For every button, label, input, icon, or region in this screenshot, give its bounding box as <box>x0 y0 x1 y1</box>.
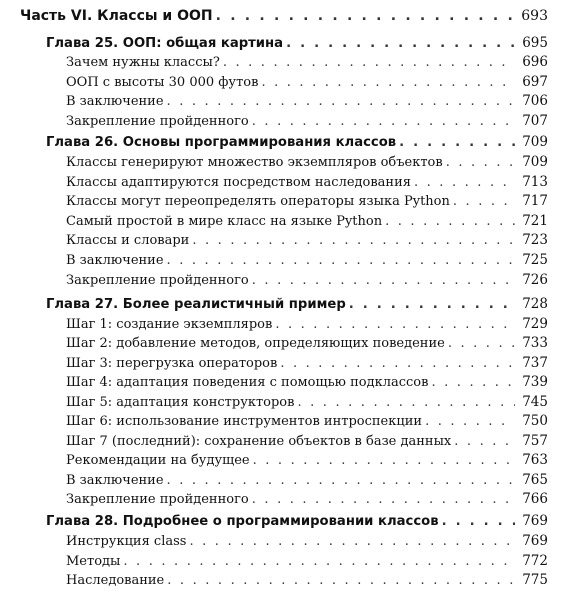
toc-entry-page-number: 696 <box>522 54 548 70</box>
toc-entry-page-number: 729 <box>522 316 548 332</box>
toc-entry-title: Глава 27. Более реалистичный пример <box>46 297 346 312</box>
toc-entry-title: ООП с высоты 30 000 футов <box>66 75 259 90</box>
toc-entry-chapter[interactable] <box>0 513 580 535</box>
toc-entry-chapter[interactable] <box>0 134 580 156</box>
dot-leader <box>297 395 515 410</box>
dot-leader <box>442 514 515 529</box>
toc-entry-title: Часть VI. Классы и ООП <box>20 8 213 24</box>
toc-entry-page-number: 725 <box>522 252 548 268</box>
toc-entry-title: Наследование <box>66 573 165 588</box>
toc-entry-page-number: 728 <box>522 296 548 312</box>
toc-entry-title: Классы генерируют множество экземпляров объектов <box>66 155 443 170</box>
toc-entry-title: Глава 25. ООП: общая картина <box>46 36 284 51</box>
dot-leader <box>261 75 515 90</box>
dot-leader <box>414 175 515 190</box>
toc-entry-section[interactable] <box>0 452 580 474</box>
toc-entry-page-number: 763 <box>522 452 548 468</box>
toc-entry-page-number: 723 <box>522 232 548 248</box>
toc-entry-section[interactable] <box>0 54 580 76</box>
dot-leader <box>275 317 515 332</box>
dot-leader <box>280 356 515 371</box>
toc-entry-chapter[interactable] <box>0 296 580 318</box>
toc-entry-section[interactable] <box>0 154 580 176</box>
dot-leader <box>385 214 515 229</box>
toc-entry-page-number: 739 <box>522 374 548 390</box>
toc-entry-page-number: 737 <box>522 355 548 371</box>
toc-entry-title: Шаг 3: перегрузка операторов <box>66 356 278 371</box>
toc-entry-page-number: 750 <box>522 413 548 429</box>
toc-entry-title: Классы и словари <box>66 233 190 248</box>
dot-leader <box>453 194 515 209</box>
toc-entry-section[interactable] <box>0 252 580 274</box>
dot-leader <box>167 573 515 588</box>
toc-entry-page-number: 709 <box>522 154 548 170</box>
dot-leader <box>167 473 515 488</box>
toc-entry-section[interactable] <box>0 232 580 254</box>
toc-entry-title: Шаг 6: использование инструментов интроспекции <box>66 414 423 429</box>
toc-entry-page-number: 706 <box>522 93 548 109</box>
toc-entry-section[interactable] <box>0 491 580 513</box>
toc-entry-title: Шаг 4: адаптация поведения с помощью подклассов <box>66 375 429 390</box>
toc-entry-section[interactable] <box>0 272 580 294</box>
dot-leader <box>216 8 515 24</box>
toc-entry-section[interactable] <box>0 335 580 357</box>
toc-entry-page-number: 721 <box>522 213 548 229</box>
toc-entry-title: Глава 26. Основы программирования классов <box>46 135 397 150</box>
toc-entry-page-number: 693 <box>521 8 548 24</box>
dot-leader <box>454 434 515 449</box>
toc-entry-title: Рекомендации на будущее <box>66 453 250 468</box>
dot-leader <box>286 36 515 51</box>
toc-entry-section[interactable] <box>0 533 580 555</box>
toc-entry-part[interactable] <box>0 8 580 30</box>
toc-entry-title: Шаг 1: создание экземпляров <box>66 317 273 332</box>
dot-leader <box>167 94 515 109</box>
dot-leader <box>223 55 515 70</box>
dot-leader <box>425 414 515 429</box>
dot-leader <box>189 534 515 549</box>
toc-entry-page-number: 709 <box>522 134 548 150</box>
toc-entry-page-number: 726 <box>522 272 548 288</box>
dot-leader <box>431 375 515 390</box>
toc-entry-section[interactable] <box>0 572 580 594</box>
dot-leader <box>253 453 515 468</box>
dot-leader <box>252 273 515 288</box>
toc-entry-section[interactable] <box>0 193 580 215</box>
toc-entry-title: Шаг 5: адаптация конструкторов <box>66 395 295 410</box>
toc-entry-page-number: 765 <box>522 472 548 488</box>
toc-entry-page-number: 772 <box>522 553 548 569</box>
toc-entry-page-number: 757 <box>522 433 548 449</box>
dot-leader <box>123 554 515 569</box>
toc-entry-title: Закрепление пройденного <box>66 114 249 129</box>
toc-entry-title: Закрепление пройденного <box>66 273 249 288</box>
toc-entry-title: Самый простой в мире класс на языке Python <box>66 214 383 229</box>
toc-entry-page-number: 707 <box>522 113 548 129</box>
toc-entry-page-number: 769 <box>522 513 548 529</box>
dot-leader <box>252 492 515 507</box>
toc-entry-page-number: 717 <box>522 193 548 209</box>
dot-leader <box>448 336 515 351</box>
toc-entry-title: Глава 28. Подробнее о программировании классов <box>46 514 439 529</box>
toc-entry-section[interactable] <box>0 93 580 115</box>
toc-entry-page-number: 733 <box>522 335 548 351</box>
toc-entry-title: В заключение <box>66 253 164 268</box>
toc-entry-page-number: 766 <box>522 491 548 507</box>
toc-entry-page-number: 713 <box>522 174 548 190</box>
dot-leader <box>399 135 515 150</box>
dot-leader <box>192 233 515 248</box>
toc-entry-title: Классы адаптируются посредством наследования <box>66 175 411 190</box>
toc-entry-title: Классы могут переопределять операторы языка Python <box>66 194 450 209</box>
toc-entry-page-number: 695 <box>522 35 548 51</box>
dot-leader <box>252 114 515 129</box>
toc-entry-title: Шаг 2: добавление методов, определяющих поведение <box>66 336 445 351</box>
toc-entry-page-number: 769 <box>522 533 548 549</box>
toc-entry-section[interactable] <box>0 374 580 396</box>
dot-leader <box>446 155 515 170</box>
toc-entry-page-number: 745 <box>522 394 548 410</box>
toc-entry-title: Закрепление пройденного <box>66 492 249 507</box>
toc-entry-page-number: 775 <box>522 572 548 588</box>
toc-entry-title: Шаг 7 (последний): сохранение объектов в базе данных <box>66 434 452 449</box>
toc-entry-title: Зачем нужны классы? <box>66 55 220 70</box>
toc-entry-title: В заключение <box>66 473 164 488</box>
toc-entry-section[interactable] <box>0 113 580 135</box>
toc-entry-title: Инструкция class <box>66 534 187 549</box>
toc-entry-title: Методы <box>66 554 121 569</box>
toc-entry-page-number: 697 <box>522 74 548 90</box>
toc-entry-section[interactable] <box>0 413 580 435</box>
dot-leader <box>167 253 515 268</box>
dot-leader <box>349 297 515 312</box>
toc-entry-title: В заключение <box>66 94 164 109</box>
